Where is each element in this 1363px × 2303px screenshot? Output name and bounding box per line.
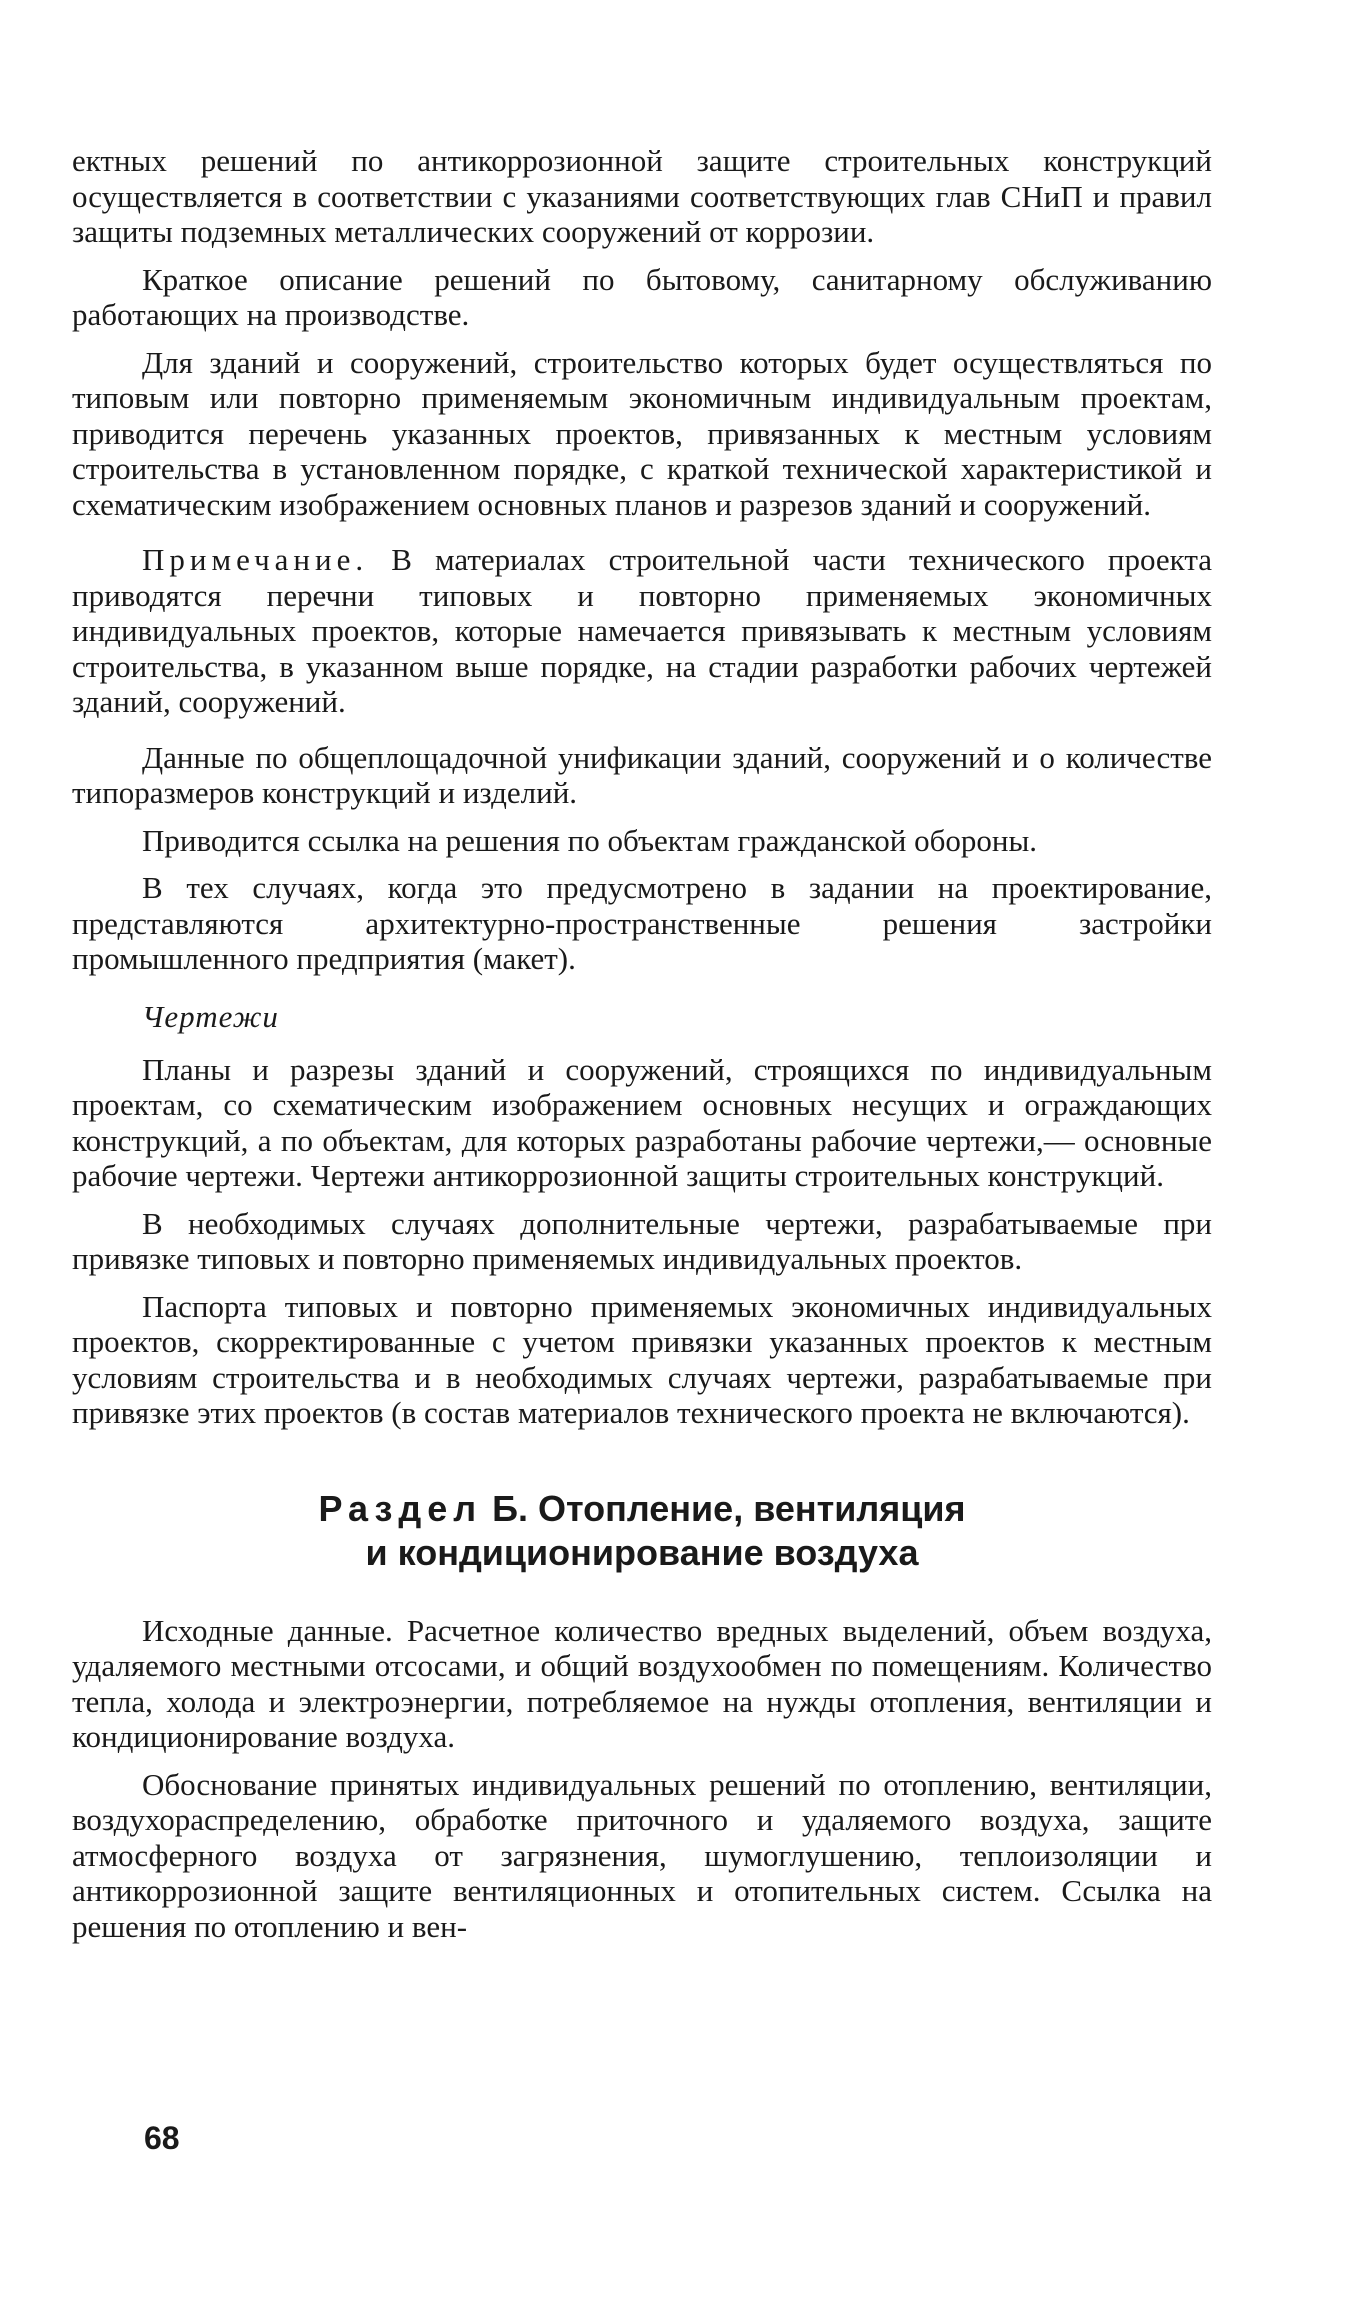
paragraph-typical-projects: Для зданий и сооружений, строительство которых будет осуществляться по типовым или повторно применяемым экономичным индивидуальным проектам, приводится перечень указанных проектов, привязанных к местным условиям строительства в установленном порядке, с краткой технической характеристикой и схематическим изображением основных планов и разрезов зданий и сооружений. — [72, 344, 1212, 522]
paragraph-additional-drawings: В необходимых случаях дополнительные чертежи, разрабатываемые при привязке типовых и повторно применяемых индивидуальных проектов. — [72, 1205, 1212, 1276]
paragraph-civil-defense: Приводится ссылка на решения по объектам гражданской обороны. — [142, 822, 1038, 858]
document-body — [72, 143, 1212, 1944]
paragraph-justification: Обоснование принятых индивидуальных решений по отоплению, вентиляции, воздухораспределению, обработке приточного и удаляемого воздуха, защите атмосферного воздуха от загрязнения, шумоглушению, теплоизоляции и антикоррозионной защите вентиляционных и отопительных систем. Ссылка на решения по отоплению и вен- — [72, 1766, 1212, 1944]
paragraph-continuation: ектных решений по антикоррозионной защите строительных конструкций осуществляется в соответствии с указаниями соответствующих глав СНиП и правил защиты подземных металлических сооружений от коррозии. — [72, 143, 1212, 249]
section-title-line1: Б. Отопление, вентиляция — [482, 1487, 966, 1529]
paragraph-layout-model: В тех случаях, когда это предусмотрено в задании на проектирование, представляются архитектурно-пространственные решения застройки промышленного предприятия (макет). — [72, 870, 1212, 976]
note-paragraph — [72, 542, 1212, 720]
page-number: 68 — [144, 2120, 180, 2156]
note-text: В материалах строительной части технического проекта приводятся перечни типовых и повторно применяемых экономичных индивидуальных проектов, которые намечается привязывать к местным условиям строительства, в указанном выше порядке, на стадии разработки рабочих чертежей зданий, сооружений. — [72, 542, 1212, 719]
section-title — [72, 1487, 1212, 1575]
paragraph-unification: Данные по общеплощадочной унификации зданий, сооружений и о количестве типоразмеров конструкций и изделий. — [72, 739, 1212, 810]
paragraph-sanitary: Краткое описание решений по бытовому, санитарному обслуживанию работающих на производстве. — [72, 261, 1212, 332]
section-label: Раздел — [318, 1487, 483, 1529]
paragraph-passports: Паспорта типовых и повторно применяемых экономичных индивидуальных проектов, скорректированные с учетом привязки указанных проектов к местным условиям строительства и в необходимых случаях чертежи, разрабатываемые при привязке этих проектов (в состав материалов технического проекта не включаются). — [72, 1288, 1212, 1430]
drawings-heading: Чертежи — [142, 998, 279, 1034]
note-label: Примечание. — [142, 542, 369, 577]
paragraph-plans-sections: Планы и разрезы зданий и сооружений, строящихся по индивидуальным проектам, со схематическим изображением основных несущих и ограждающих конструкций, а по объектам, для которых разработаны рабочие чертежи,— основные рабочие чертежи. Чертежи антикоррозионной защиты строительных конструкций. — [72, 1051, 1212, 1193]
paragraph-initial-data: Исходные данные. Расчетное количество вредных выделений, объем воздуха, удаляемого местными отсосами, и общий воздухообмен по помещениям. Количество тепла, холода и электроэнергии, потребляемое на нужды отопления, вентиляции и кондиционирование воздуха. — [72, 1612, 1212, 1754]
section-title-line2: и кондиционирование воздуха — [365, 1531, 919, 1573]
